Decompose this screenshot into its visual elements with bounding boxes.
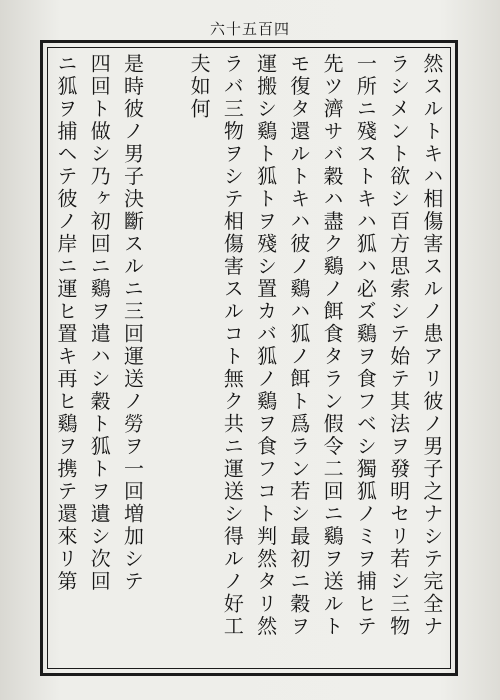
- text-column: ラシメント欲シ百方思索シテ始テ其法ヲ發明セリ若シ三物: [386, 53, 411, 638]
- text-column: 四回ト做シ乃ヶ初回ニ鷄ヲ遣ハシ穀ト狐トヲ遺シ次回: [87, 53, 112, 593]
- text-column: 是時彼ノ男子決斷スルニ三回運送ノ勞ヲ一回増加シテ: [120, 53, 145, 593]
- text-column: 先ツ濟サバ穀ハ盡ク鷄ノ餌食タラン假令二回ニ鷄ヲ送ルト: [320, 53, 345, 638]
- text-column: 夫如何: [187, 53, 212, 121]
- text-column: ニ狐ヲ捕ヘテ彼ノ岸ニ運ヒ置キ再ヒ鷄ヲ携テ還來リ第: [54, 53, 78, 593]
- vertical-text-body: [53, 53, 445, 663]
- text-column: 一所ニ殘ストキハ狐ハ必ズ鷄ヲ食フベシ獨狐ノミヲ捕ヒテ: [353, 53, 378, 638]
- text-column: 運搬シ鷄ト狐トヲ殘シ置カバ狐ノ鷄ヲ食フコト判然タリ然: [253, 53, 278, 638]
- text-column: モ復タ還ルトキハ彼ノ鷄ハ狐ノ餌ト爲ラン若シ最初ニ穀ヲ: [286, 53, 311, 638]
- text-column: ラバ三物ヲシテ相傷害スルコト無ク共ニ運送シ得ルノ好工: [220, 53, 245, 638]
- text-frame: [40, 40, 458, 676]
- blank-column: [153, 53, 179, 663]
- text-column: 然スルトキハ相傷害スルノ患アリ彼ノ男子之ナシテ完全ナ: [419, 53, 444, 638]
- page-number: 六十五百四: [209, 20, 290, 38]
